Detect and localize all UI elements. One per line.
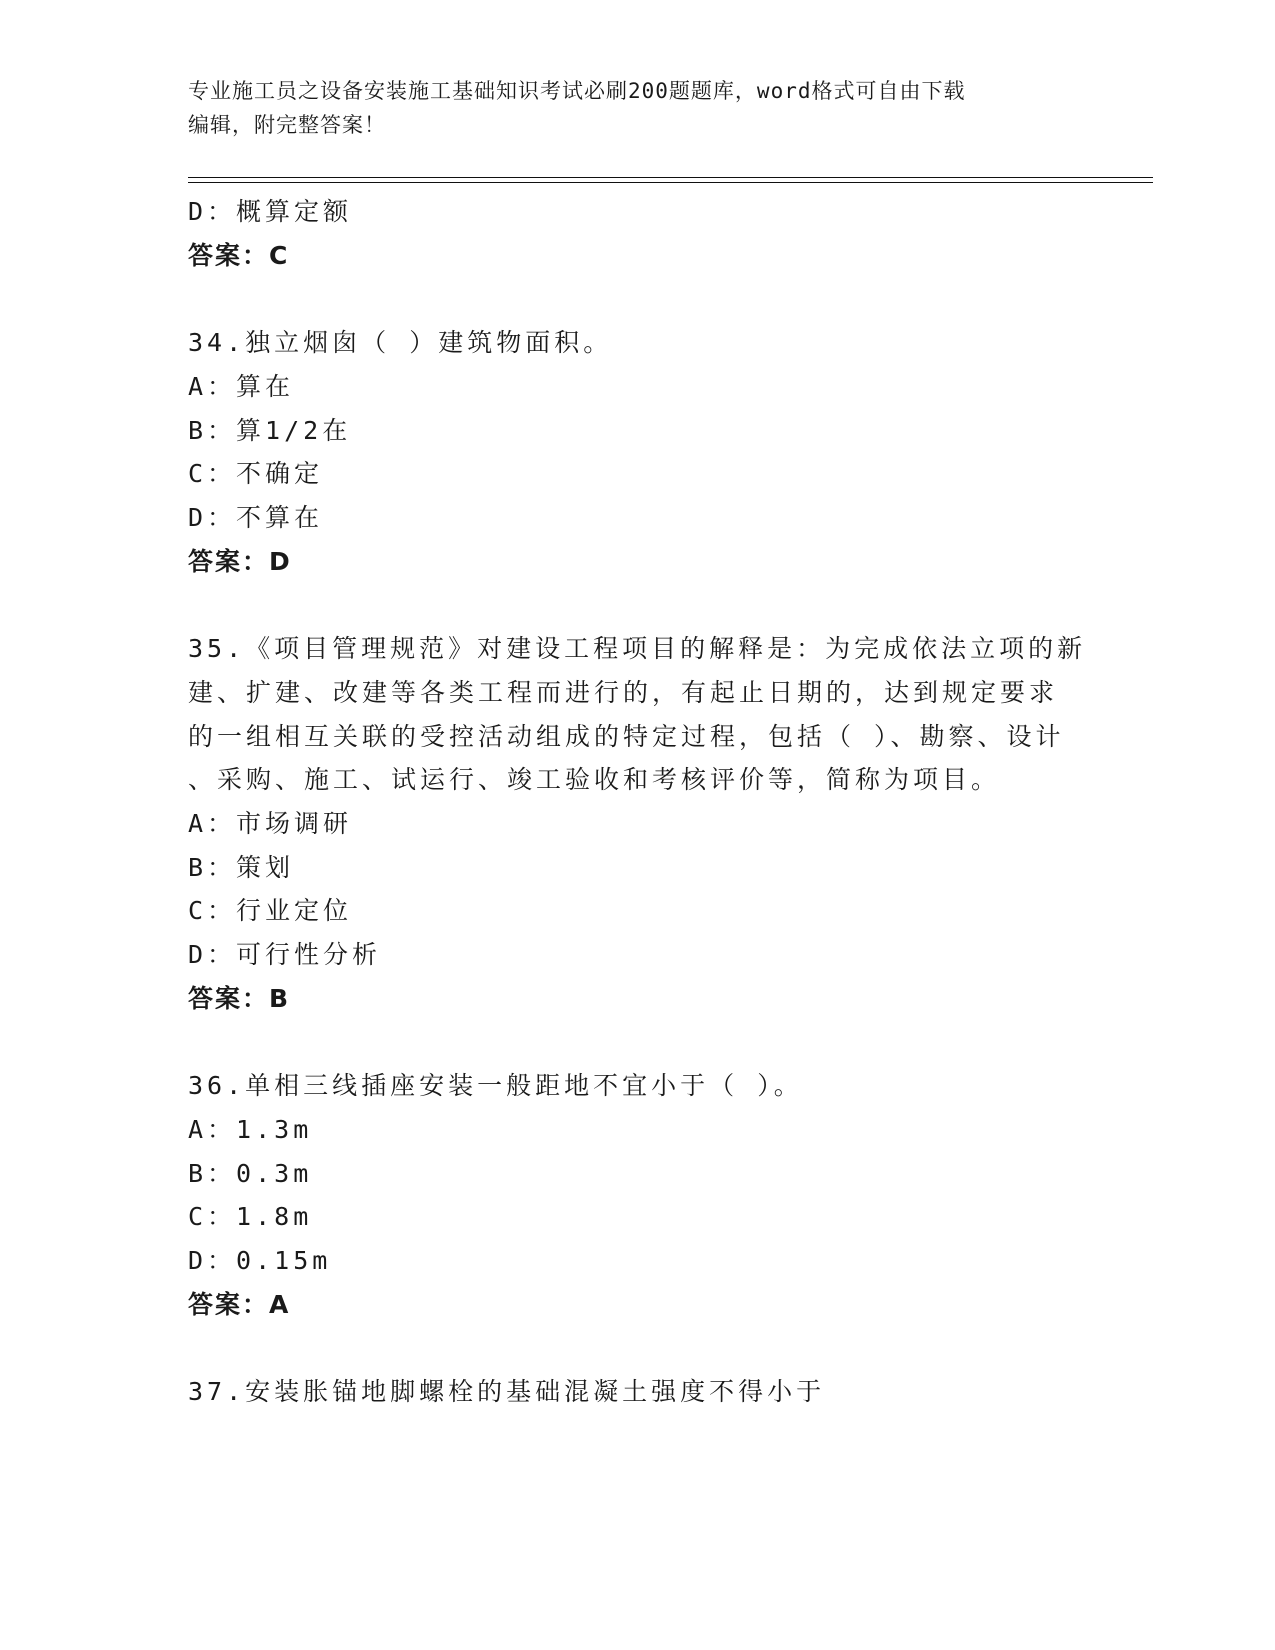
- q37-question: 37.安装胀锚地脚螺栓的基础混凝土强度不得小于: [188, 1377, 826, 1406]
- q36-option-c: C：1.8m: [188, 1202, 313, 1231]
- q34-option-b: B：算1/2在: [188, 416, 352, 445]
- q35-question-line-4: 、采购、施工、试运行、竣工验收和考核评价等，简称为项目。: [188, 765, 1001, 794]
- prev-option-d: D：概算定额: [188, 197, 353, 226]
- q34-option-c: C：不确定: [188, 459, 324, 488]
- header-rule-bottom: [188, 182, 1153, 183]
- q36-answer: 答案：A: [188, 1290, 291, 1319]
- q34-question: 34.独立烟囱（ ）建筑物面积。: [188, 328, 613, 357]
- q34-answer: 答案：D: [188, 547, 292, 576]
- q35-option-d: D：可行性分析: [188, 940, 382, 969]
- q36-option-b: B：0.3m: [188, 1159, 313, 1188]
- q34-option-a: A：算在: [188, 372, 295, 401]
- q35-option-c: C：行业定位: [188, 896, 353, 925]
- document-header: [188, 74, 1078, 142]
- q35-question-line-1: 35.《项目管理规范》对建设工程项目的解释是：为完成依法立项的新: [188, 634, 1087, 663]
- q35-option-a: A：市场调研: [188, 809, 353, 838]
- q36-option-d: D：0.15m: [188, 1246, 332, 1275]
- header-title-line-2: 编辑，附完整答案！: [188, 113, 386, 137]
- q35-answer: 答案：B: [188, 984, 291, 1013]
- q36-question: 36.单相三线插座安装一般距地不宜小于（ ）。: [188, 1071, 803, 1100]
- q36-option-a: A：1.3m: [188, 1115, 313, 1144]
- q35-question-line-3: 的一组相互关联的受控活动组成的特定过程，包括（ ）、勘察、设计: [188, 722, 1065, 751]
- q35-option-b: B：策划: [188, 853, 295, 882]
- header-rule-top: [188, 177, 1153, 178]
- q35-question-line-2: 建、扩建、改建等各类工程而进行的，有起止日期的，达到规定要求: [188, 678, 1059, 707]
- prev-answer: 答案：C: [188, 241, 290, 270]
- header-title-line-1: 专业施工员之设备安装施工基础知识考试必刷200题题库，word格式可自由下载: [188, 79, 966, 103]
- q34-option-d: D：不算在: [188, 503, 324, 532]
